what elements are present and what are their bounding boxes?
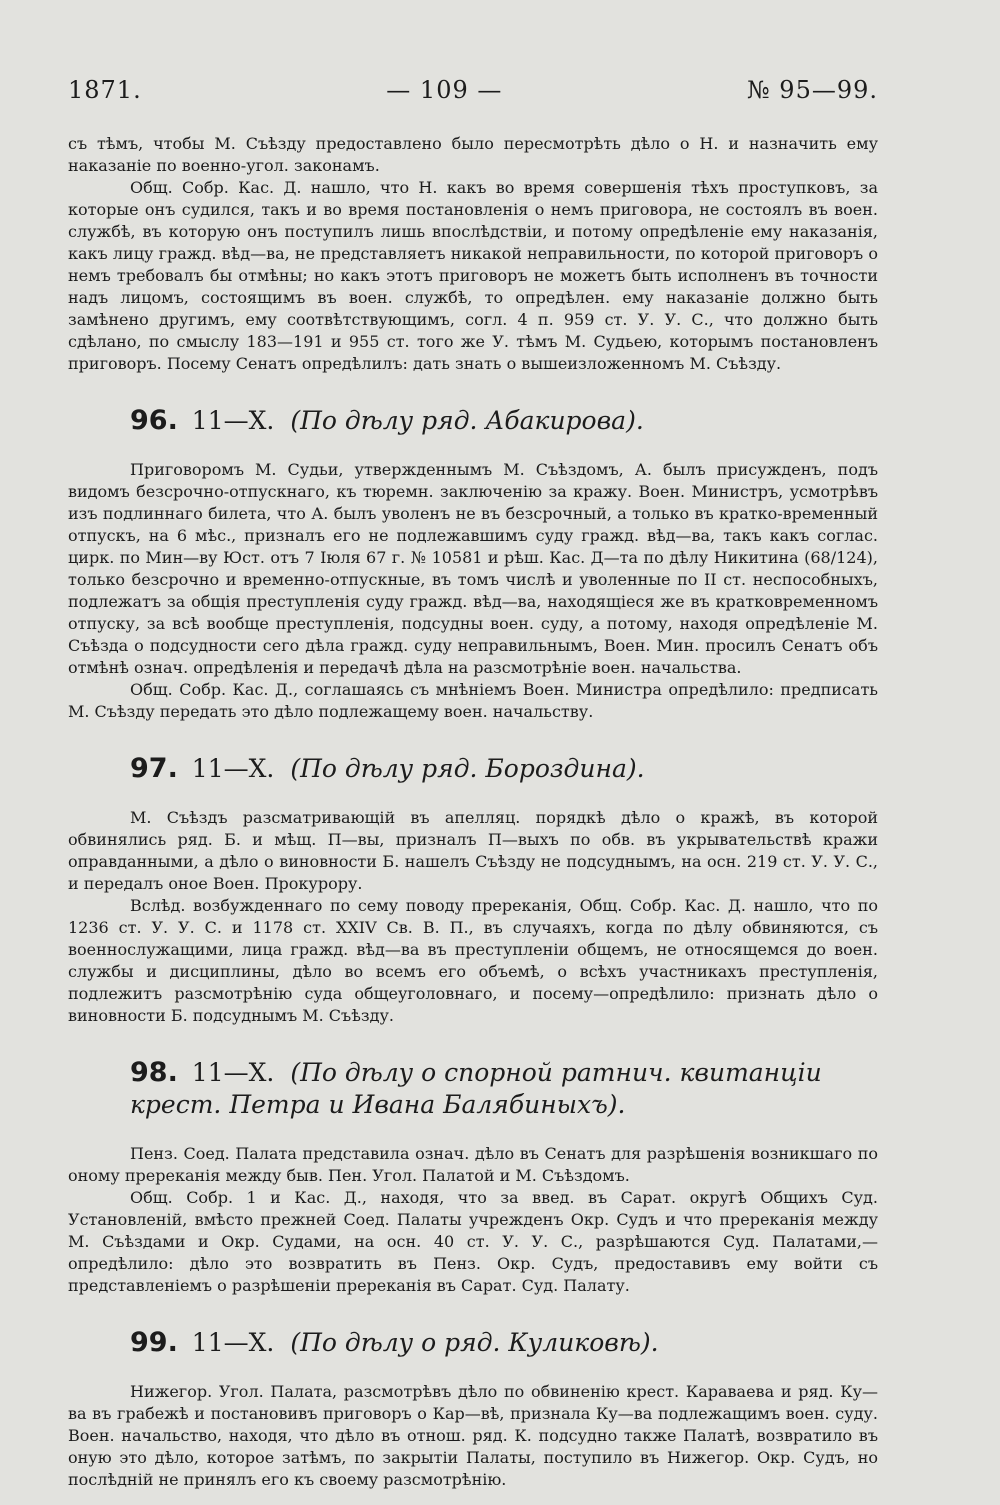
section-heading — [68, 1327, 878, 1359]
section-98 — [68, 1057, 878, 1297]
section-date: 11—X. — [191, 754, 275, 783]
section-title: (По дѣлу о ряд. Куликовѣ). — [290, 1328, 659, 1357]
section-heading — [68, 1057, 878, 1121]
section-number: 96. — [130, 405, 178, 436]
intro-text — [68, 133, 878, 375]
section-99 — [68, 1327, 878, 1491]
paragraph: Приговоромъ М. Судьи, утвержденнымъ М. Съѣздомъ, А. былъ присужденъ, подъ видомъ безсрочно-отпускнаго, къ тюремн. заключенію за кражу. Воен. Министръ, усмотрѣвъ изъ подлиннаго билета, что А. былъ уволенъ не въ безсрочный, а только въ кратко-временный отпускъ, на 6 мѣс., призналъ его не подлежавшимъ суду гражд. вѣд—ва, такъ какъ соглас. цирк. по Мин—ву Юст. отъ 7 Іюля 67 г. № 10581 и рѣш. Кас. Д—та по дѣлу Никитина (68/124), только безсрочно и временно-отпускные, въ томъ числѣ и уволенные по II ст. неспособныхъ, подлежатъ за общія преступленія суду гражд. вѣд—ва, находящіеся же въ кратковременномъ отпуску, за всѣ вообще преступленія, подсудны воен. суду, а потому, находя опредѣленіе М. Съѣзда о подсудности сего дѣла гражд. суду неправильнымъ, Воен. Мин. просилъ Сенатъ объ отмѣнѣ означ. опредѣленія и передачѣ дѣла на разсмотрѣніе воен. начальства. — [68, 460, 878, 677]
header-range: № 95—99. — [746, 76, 878, 104]
paragraph: Общ. Собр. 1 и Кас. Д., находя, что за введ. въ Сарат. округѣ Общихъ Суд. Установленій, вмѣсто прежней Соед. Палаты учрежденъ Окр. Судъ и что пререканія между М. Съѣздами и Окр. Судами, на осн. 40 ст. У. У. С., разрѣшаются Суд. Палатами,—опредѣлило: дѣло это возвратить въ Пенз. Окр. Судъ, предоставивъ ему войти съ представленіемъ о разрѣшеніи пререканія въ Сарат. Суд. Палату. — [68, 1188, 878, 1295]
paragraph: Общ. Собр. Кас. Д., соглашаясь съ мнѣніемъ Воен. Министра опредѣлило: предписать М. Съѣзду передать это дѣло подлежащему воен. начальству. — [68, 680, 878, 721]
section-96 — [68, 405, 878, 723]
paragraph: Нижегор. Угол. Палата, разсмотрѣвъ дѣло по обвиненію крест. Караваева и ряд. Ку—ва въ грабежѣ и постановивъ приговоръ о Кар—вѣ, признала Ку—ва подлежащимъ воен. суду. Воен. начальство, находя, что дѣло въ отнош. ряд. К. подсудно также Палатѣ, возвратило въ оную это дѣло, которое затѣмъ, по закрытіи Палаты, поступило въ Нижегор. Окр. Судъ, но послѣдній не принялъ его къ своему разсмотрѣнію. — [68, 1382, 878, 1489]
section-heading — [68, 405, 878, 437]
section-97 — [68, 753, 878, 1027]
paragraph: М. Съѣздъ разсматривающій въ апелляц. порядкѣ дѣло о кражѣ, въ которой обвинялись ряд. Б. и мѣщ. П—вы, призналъ П—выхъ по обв. въ укрывательствѣ кражи оправданными, а дѣло о виновности Б. нашелъ Съѣзду не подсуднымъ, на осн. 219 ст. У. У. С., и передалъ оное Воен. Прокурору. — [68, 808, 878, 893]
section-date: 11—X. — [191, 406, 275, 435]
section-heading — [68, 753, 878, 785]
section-title: (По дѣлу ряд. Абакирова). — [290, 406, 644, 435]
section-number: 97. — [130, 753, 178, 784]
paragraph: съ тѣмъ, чтобы М. Съѣзду предоставлено было пересмотрѣть дѣло о Н. и назначить ему наказаніе по военно-угол. законамъ. — [68, 134, 878, 175]
section-number: 99. — [130, 1327, 178, 1358]
section-date: 11—X. — [191, 1328, 275, 1357]
section-title: (По дѣлу ряд. Бороздина). — [290, 754, 645, 783]
section-title: (По дѣлу о спорной ратнич. квитанціи крест. Петра и Ивана Балябиныхъ). — [130, 1058, 822, 1119]
header-page-number: — 109 — — [386, 76, 503, 104]
section-number: 98. — [130, 1057, 178, 1088]
paragraph: Пенз. Соед. Палата представила означ. дѣло въ Сенатъ для разрѣшенія возникшаго по оному пререканія между быв. Пен. Угол. Палатой и М. Съѣздомъ. — [68, 1144, 878, 1185]
paragraph: Вслѣд. возбужденнаго по сему поводу пререканія, Общ. Собр. Кас. Д. нашло, что по 1236 ст. У. У. С. и 1178 ст. XXIV Св. В. П., въ случаяхъ, когда по дѣлу обвиняются, съ военнослужащими, лица гражд. вѣд—ва въ преступленіи общемъ, не относящемся до воен. службы и дисциплины, дѣло во всемъ его объемѣ, о всѣхъ участникахъ преступленія, подлежитъ разсмотрѣнію суда общеуголовнаго, и посему—опредѣлило: признать дѣло о виновности Б. подсуднымъ М. Съѣзду. — [68, 896, 878, 1025]
paragraph: Общ. Собр. Кас. Д. нашло, что Н. какъ во время совершенія тѣхъ проступковъ, за которые онъ судился, такъ и во время постановленія о немъ приговора, не состоялъ въ воен. службѣ, въ которую онъ поступилъ лишь впослѣдствіи, и потому опредѣленіе ему наказанія, какъ лицу гражд. вѣд—ва, не представляетъ никакой неправильности, по которой приговоръ о немъ требовалъ бы отмѣны; но какъ этотъ приговоръ не можетъ быть исполненъ въ точности надъ лицомъ, состоящимъ въ воен. службѣ, то опредѣлен. ему наказаніе должно быть замѣнено другимъ, ему соотвѣтствующимъ, согл. 4 п. 959 ст. У. У. С., что должно быть сдѣлано, по смыслу 183—191 и 955 ст. того же У. тѣмъ М. Судьею, которымъ постановленъ приговоръ. Посему Сенатъ опредѣлилъ: дать знать о вышеизложенномъ М. Съѣзду. — [68, 178, 878, 373]
section-date: 11—X. — [191, 1058, 275, 1087]
page-body — [68, 133, 878, 1491]
page-header — [68, 70, 878, 110]
header-year: 1871. — [68, 76, 142, 104]
